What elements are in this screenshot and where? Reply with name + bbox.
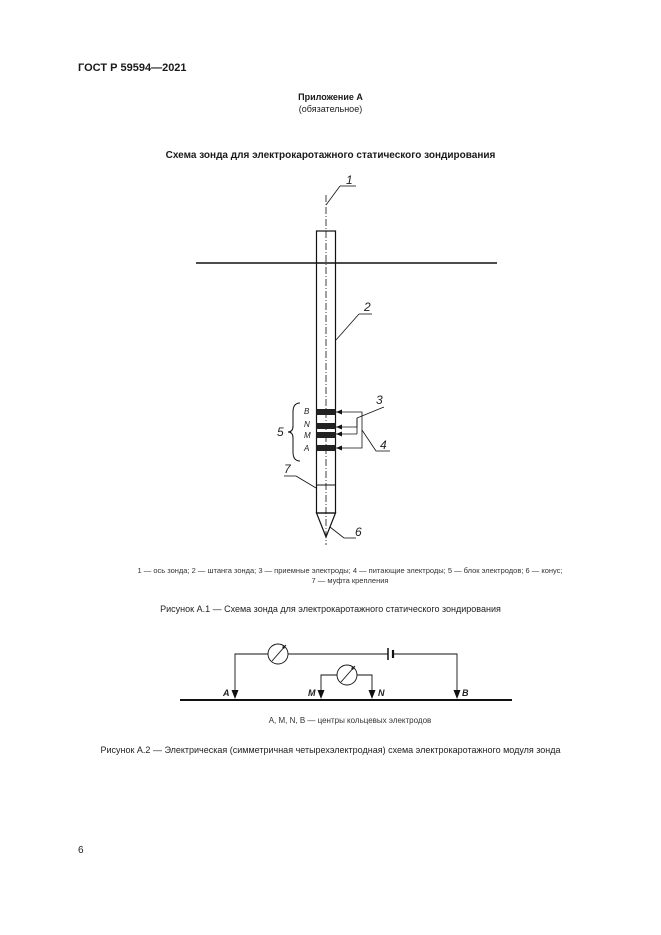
- circuit-label-n: N: [378, 688, 385, 698]
- page-number: 6: [78, 845, 84, 856]
- callout-1: 1: [346, 173, 353, 187]
- callout-7: 7: [284, 462, 291, 476]
- electrode-ring-m: [317, 432, 336, 438]
- document-header: ГОСТ Р 59594—2021: [78, 62, 187, 74]
- circuit-label-b: B: [462, 688, 469, 698]
- figure-legend-line-2: 7 — муфта крепления: [311, 576, 389, 585]
- electrode-label-m: M: [304, 431, 311, 440]
- callout-6: 6: [355, 525, 362, 539]
- electrode-ring-a: [317, 445, 336, 451]
- callout-2: 2: [364, 300, 371, 314]
- callout-4: 4: [380, 438, 387, 452]
- figure-2-caption: Рисунок А.2 — Электрическая (симметричная четырехэлектродная) схема электрокаротажного модуля зонда: [100, 745, 561, 755]
- circuit-label-a: A: [223, 688, 230, 698]
- electrode-ring-b: [317, 409, 336, 415]
- electrode-label-b: B: [304, 407, 310, 416]
- appendix-subtitle: (обязательное): [298, 104, 363, 114]
- circuit-diagram: [0, 630, 661, 710]
- figure-1-caption: Рисунок А.1 — Схема зонда для электрокаротажного статического зондирования: [160, 604, 501, 614]
- callout-3: 3: [376, 393, 383, 407]
- electrode-label-a: A: [304, 444, 310, 453]
- electrode-label-n: N: [304, 420, 310, 429]
- electrode-block-brace: [288, 403, 300, 461]
- appendix-title: Приложение А: [298, 92, 363, 102]
- figure-legend-line-1: 1 — ось зонда; 2 — штанга зонда; 3 — приемные электроды; 4 — питающие электроды; 5 — блок электродов; 6 — конус;: [137, 566, 563, 575]
- figure-title: Схема зонда для электрокаротажного статического зондирования: [165, 150, 496, 161]
- circuit-label-m: M: [308, 688, 316, 698]
- callout-5: 5: [277, 425, 284, 439]
- circuit-note: A, M, N, B — центры кольцевых электродов: [268, 716, 432, 725]
- electrode-ring-n: [317, 423, 336, 429]
